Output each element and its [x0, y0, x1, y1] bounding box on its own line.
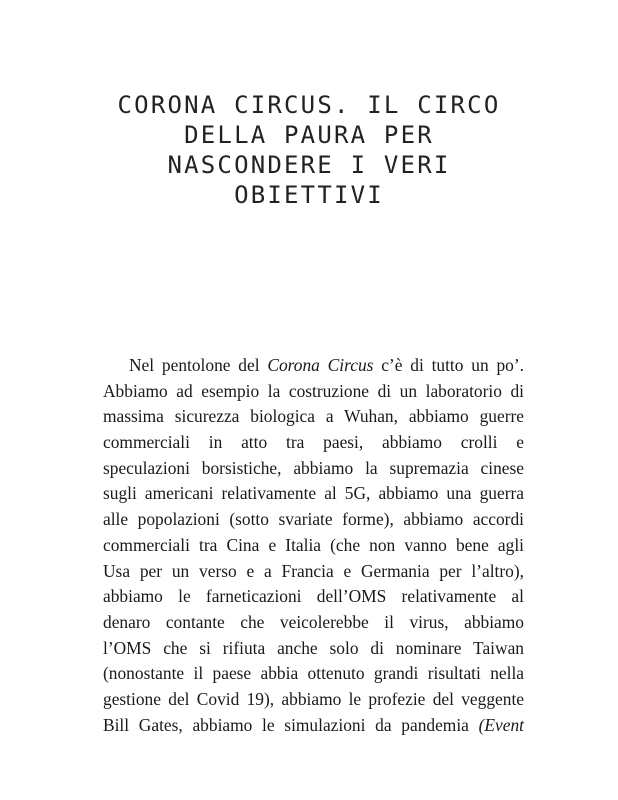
italic-text: (Event — [478, 714, 524, 735]
text-run: c’è di tutto un po’. — [373, 355, 524, 375]
paragraph-line: abbiamo le farneticazioni dell’OMS relativamente al — [103, 586, 524, 607]
chapter-title-line: DELLA PAURA PER — [184, 121, 434, 149]
paragraph-line: alle popolazioni (sotto svariate forme), abbiamo accordi — [103, 509, 524, 530]
body-paragraph — [103, 353, 524, 738]
paragraph-line: sugli americani relativamente al 5G, abbiamo una guerra — [103, 483, 524, 504]
chapter-title — [0, 90, 618, 210]
paragraph-line: speculazioni borsistiche, abbiamo la supremazia cinese — [103, 457, 524, 478]
chapter-title-line: OBIETTIVI — [234, 181, 384, 209]
text-run: Nel pentolone del — [129, 355, 268, 375]
chapter-title-line: NASCONDERE I VERI — [167, 151, 451, 179]
chapter-title-line: CORONA CIRCUS. IL CIRCO — [117, 91, 501, 119]
paragraph-line — [103, 353, 524, 379]
text-run: Bill Gates, abbiamo le simulazioni da pandemia — [103, 714, 479, 735]
paragraph-line: commerciali tra Cina e Italia (che non vanno bene agli — [103, 534, 524, 555]
paragraph-line: massima sicurezza biologica a Wuhan, abbiamo guerre — [103, 406, 524, 427]
paragraph-line: Abbiamo ad esempio la costruzione di un laboratorio di — [103, 380, 524, 401]
paragraph-line: (nonostante il paese abbia ottenuto grandi risultati nella — [103, 663, 524, 684]
paragraph-line: Usa per un verso e a Francia e Germania per l’altro), — [103, 560, 524, 581]
paragraph-line: commerciali in atto tra paesi, abbiamo crolli e — [103, 432, 524, 453]
italic-text: Corona Circus — [267, 355, 374, 375]
paragraph-line — [103, 713, 524, 739]
paragraph-line: denaro contante che veicolerebbe il virus, abbiamo — [103, 611, 524, 632]
paragraph-line: l’OMS che si rifiuta anche solo di nominare Taiwan — [103, 637, 524, 658]
paragraph-line: gestione del Covid 19), abbiamo le profezie del veggente — [103, 688, 524, 709]
